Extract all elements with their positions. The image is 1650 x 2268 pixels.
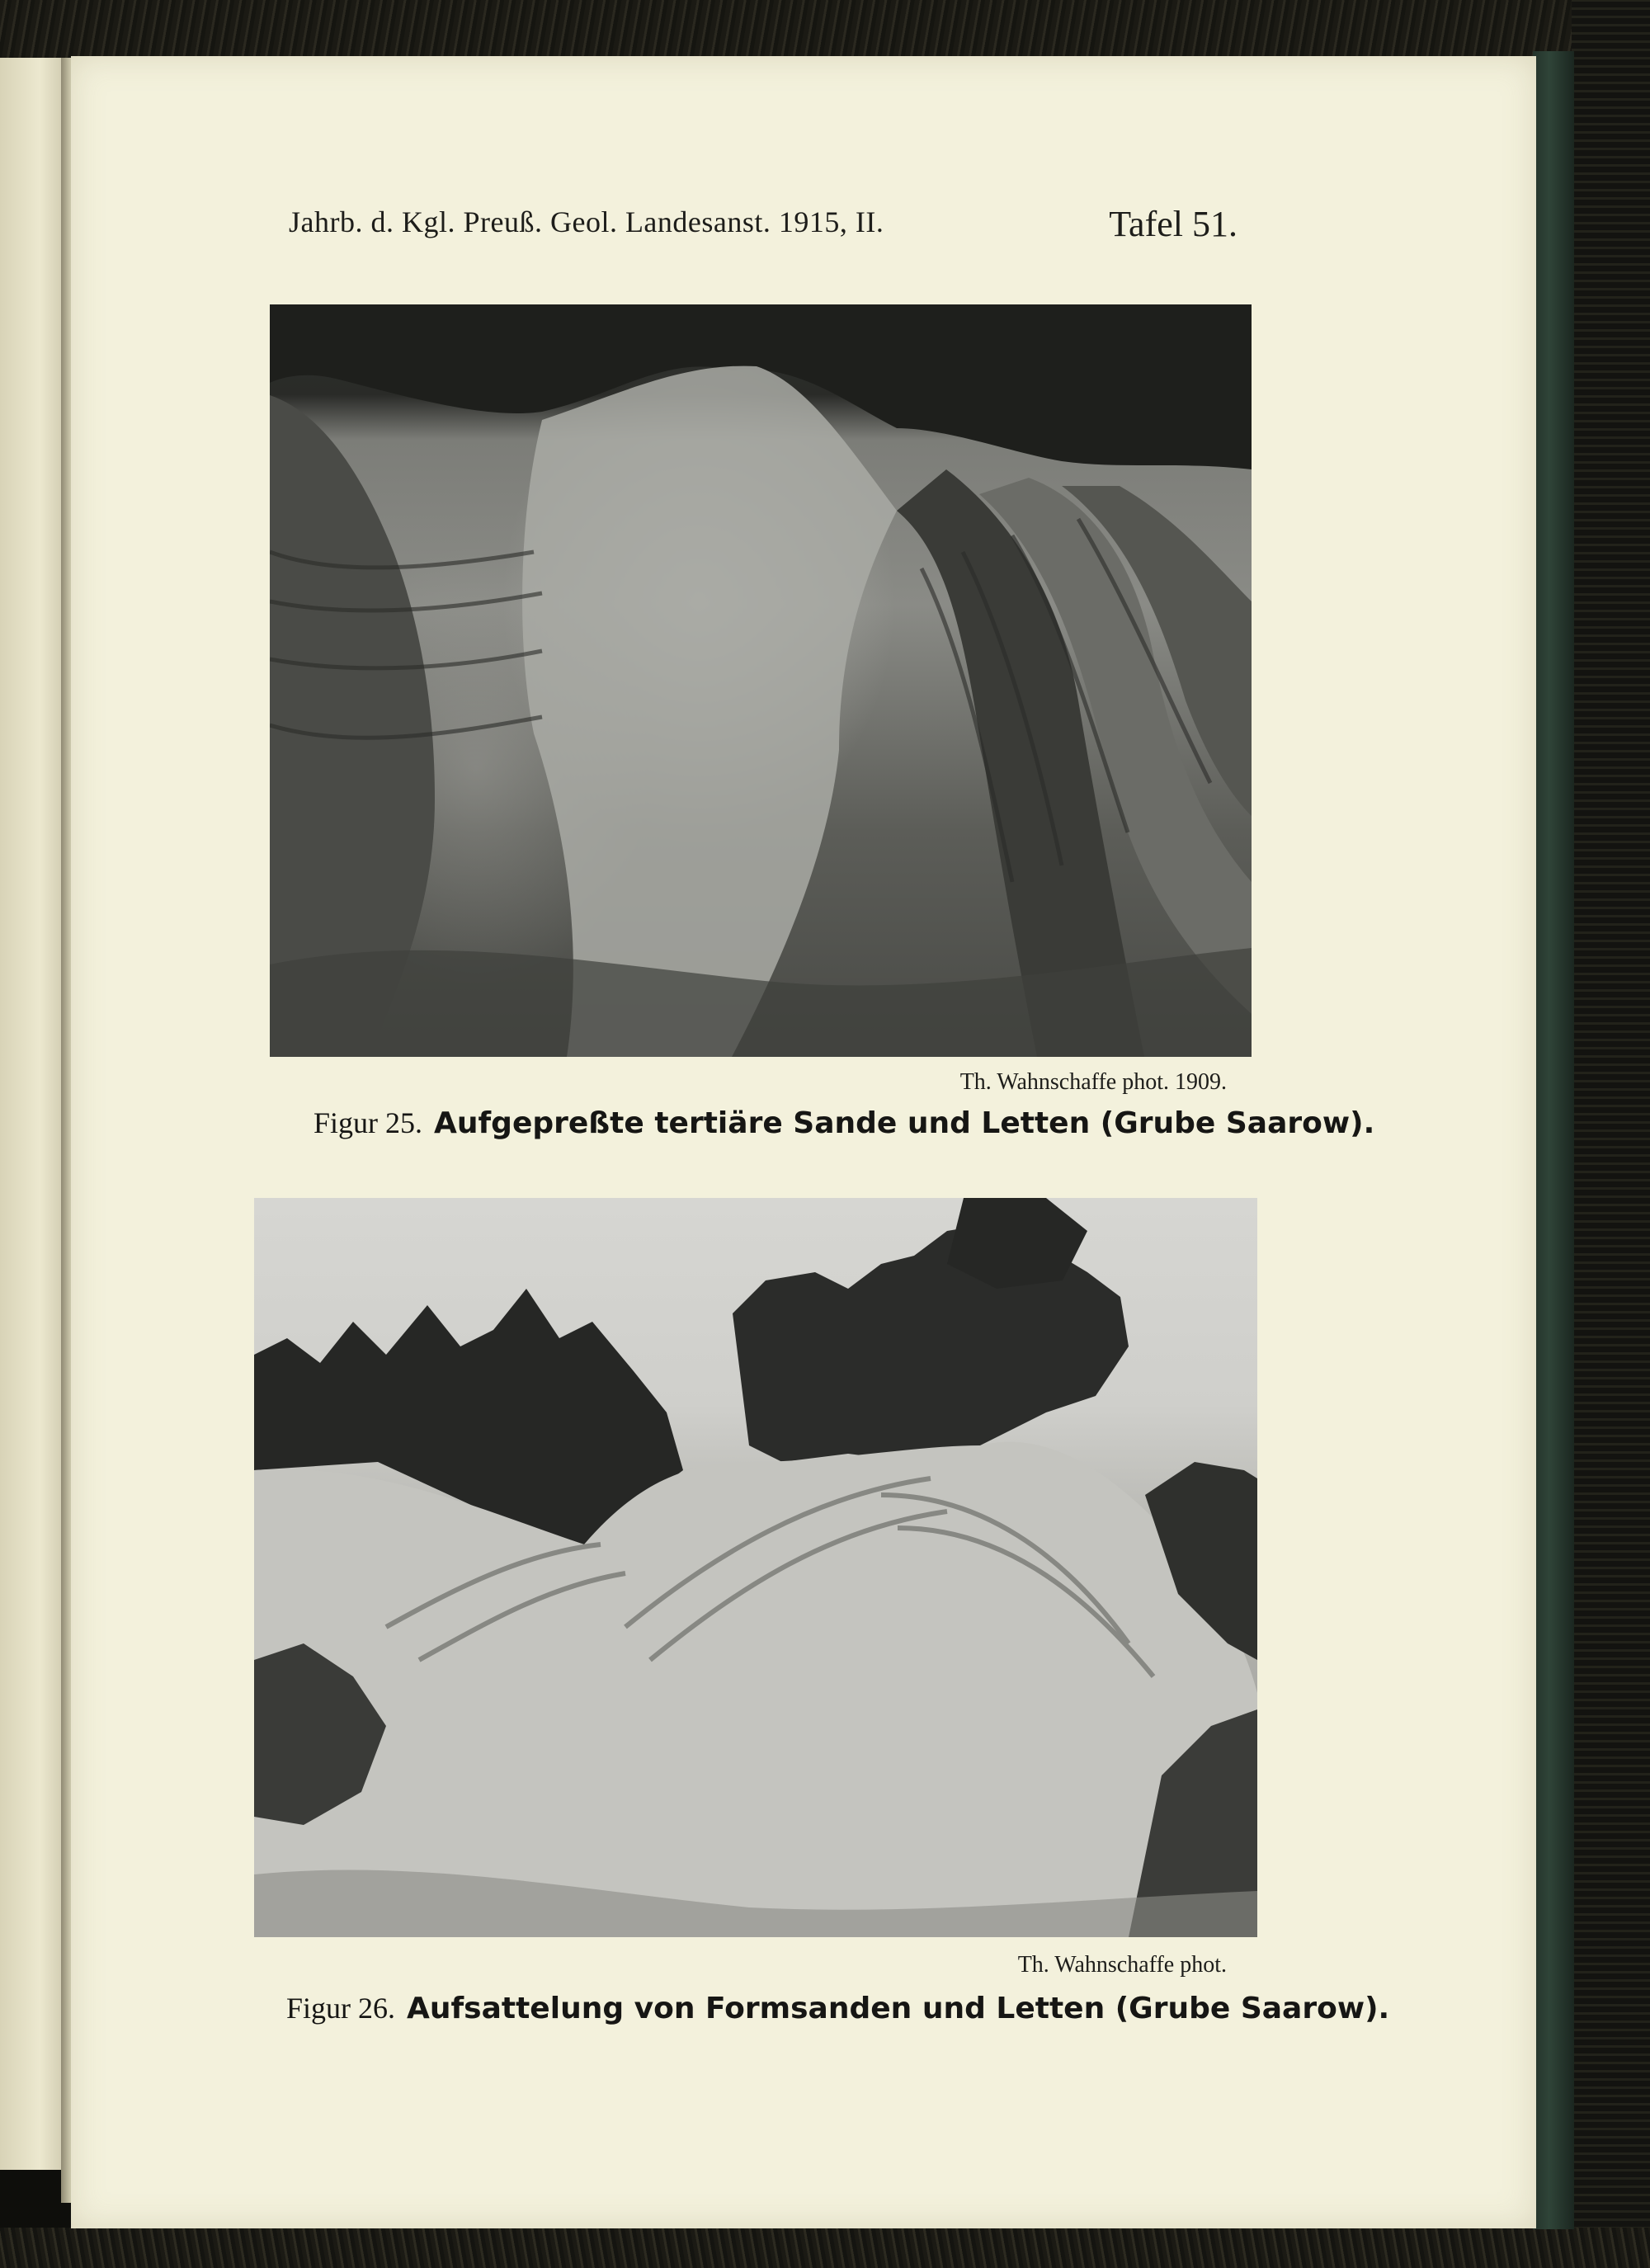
figure-25-caption (314, 1106, 1374, 1140)
figure-25-photo-credit: Th. Wahnschaffe phot. 1909. (959, 1069, 1227, 1095)
figure-26-title: Aufsattelung von Formsanden und Letten (Grube Saarow). (407, 1992, 1390, 2025)
figure-26-photo-credit: Th. Wahnschaffe phot. (1017, 1952, 1227, 1978)
figure-26-photograph (254, 1198, 1257, 1937)
figure-25-photograph (270, 304, 1252, 1057)
plate-number: Tafel 51. (1109, 204, 1238, 244)
figure-26-label: Figur 26. (286, 1992, 396, 2025)
previous-page-edge (0, 58, 66, 2170)
book-binding-right (1572, 0, 1650, 2268)
book-cover-edge (1533, 51, 1574, 2229)
figure-25-label: Figur 25. (314, 1106, 423, 1139)
journal-header: Jahrb. d. Kgl. Preuß. Geol. Landesanst. 1915, II. (289, 205, 884, 238)
figure-26-caption (286, 1991, 1389, 2025)
figure-25-title: Aufgepreßte tertiäre Sande und Letten (Grube Saarow). (434, 1106, 1375, 1140)
book-binding-bottom (0, 2228, 1650, 2268)
